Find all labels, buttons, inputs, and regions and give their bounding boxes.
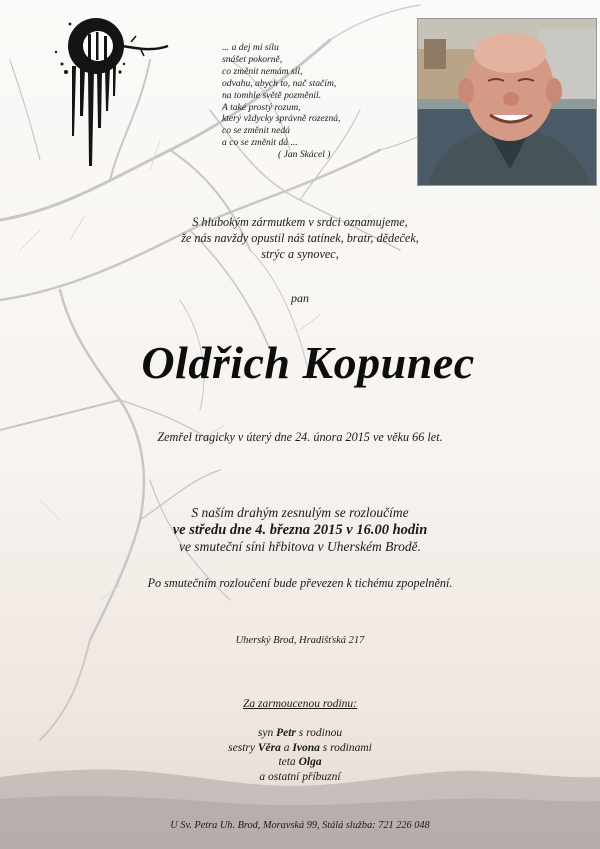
- family-row: a ostatní příbuzní: [259, 770, 341, 783]
- farewell-line: S naším drahým zesnulým se rozloučíme: [191, 505, 409, 520]
- family-member-name: Olga: [298, 756, 322, 769]
- address: Uherský Brod, Hradišťská 217: [235, 635, 365, 646]
- deceased-name: Oldřich Kopunec: [141, 337, 475, 388]
- poem-line: který vždycky správně rozezná,: [222, 113, 341, 125]
- family-member-name: Petr: [276, 727, 296, 739]
- farewell-details: [0, 505, 600, 555]
- family-row: [0, 726, 600, 741]
- death-notice: Zemřel tragicky v úterý dne 24. února 2015 ve věku 66 let.: [157, 430, 443, 444]
- poem-line: ... a dej mi sílu: [222, 42, 279, 53]
- farewell-place: ve smuteční síni hřbitova v Uherském Brodě.: [178, 538, 422, 554]
- farewell-date: ve středu dne 4. března 2015 v 16.00 hodin: [172, 521, 428, 538]
- poem-line: na tomhle světě pozměnil.: [222, 89, 322, 101]
- family-text: s rodinami: [319, 741, 372, 754]
- family-list: [0, 726, 600, 784]
- family-member-name: Ivona: [292, 741, 320, 754]
- poem-line: A také prostý rozum,: [222, 101, 301, 113]
- family-text: syn: [257, 727, 277, 739]
- poem-line: co se změnit nedá: [222, 125, 290, 137]
- poem-quote: [222, 42, 392, 161]
- poem-line: a co se změnit dá ...: [222, 137, 298, 149]
- poem-line: snášet pokorně,: [222, 53, 283, 65]
- family-row: [0, 755, 600, 770]
- family-member-name: Věra: [257, 741, 281, 754]
- announcement-line: S hlubokým zármutkem v srdci oznamujeme,: [192, 215, 408, 229]
- family-row: [0, 741, 600, 756]
- poem-line: odvahu, abych to, nač stačím,: [222, 77, 337, 89]
- announcement-line: že nás navždy opustil náš tatínek, bratr, dědeček,: [181, 231, 419, 245]
- family-heading: Za zarmoucenou rodinu:: [243, 698, 357, 710]
- family-text: s rodinou: [295, 727, 343, 739]
- cremation-notice: Po smutečním rozloučení bude převezen k tichému zpopelnění.: [147, 576, 453, 590]
- salutation: pan: [291, 291, 309, 305]
- family-text: a: [280, 741, 293, 754]
- family-text: teta: [278, 756, 299, 769]
- portrait-photo: [417, 18, 597, 186]
- funeral-service-footer: U Sv. Petra Uh. Brod, Moravská 99, Stálá služba: 721 226 048: [170, 820, 430, 831]
- poem-line: co změnit nemám sil,: [222, 65, 303, 77]
- moon-emblem-icon: [36, 16, 176, 168]
- poem-author: ( Jan Skácel ): [278, 149, 331, 161]
- family-text: sestry: [228, 741, 258, 754]
- announcement-line: strýc a synovec,: [261, 247, 339, 261]
- announcement: [0, 214, 600, 262]
